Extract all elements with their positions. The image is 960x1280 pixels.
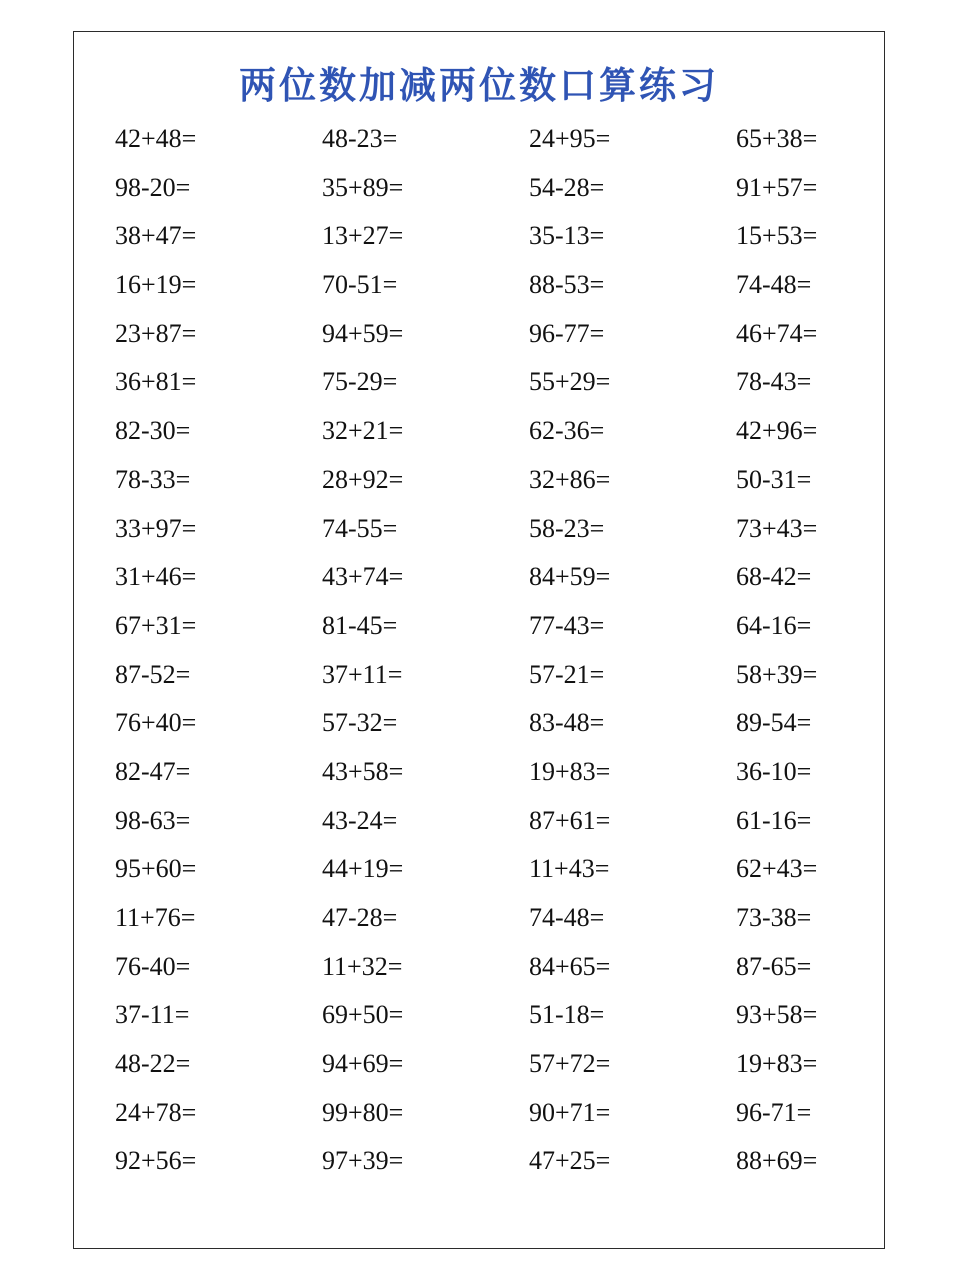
math-problem: 98-63= <box>115 805 191 835</box>
math-problem: 42+48= <box>115 124 197 153</box>
math-problem: 48-22= <box>115 1049 191 1079</box>
math-problem: 70-51= <box>322 270 398 300</box>
math-problem: 11+32= <box>322 951 403 981</box>
math-problem: 58+39= <box>736 659 818 689</box>
math-problem: 43+74= <box>322 562 404 592</box>
math-problem: 76-40= <box>115 951 191 981</box>
math-problem: 19+83= <box>529 756 611 786</box>
math-problem: 99+80= <box>322 1097 404 1127</box>
math-problem: 37+11= <box>322 659 403 689</box>
math-problem: 11+43= <box>529 854 610 884</box>
math-problem: 50-31= <box>736 464 812 494</box>
math-problem: 15+53= <box>736 221 818 251</box>
math-problem: 31+46= <box>115 562 197 592</box>
math-problem: 96-71= <box>736 1097 812 1127</box>
math-problem: 58-23= <box>529 513 605 543</box>
math-problem: 57+72= <box>529 1049 611 1079</box>
math-problem: 37-11= <box>115 1000 190 1030</box>
math-problem: 97+39= <box>322 1146 404 1176</box>
math-problem: 61-16= <box>736 805 812 835</box>
worksheet-title: 两位数加减两位数口算练习 <box>239 63 719 107</box>
math-problem: 57-21= <box>529 659 605 689</box>
math-problem: 68-42= <box>736 562 812 592</box>
math-problem: 54-28= <box>529 172 605 202</box>
math-problem: 16+19= <box>115 270 197 300</box>
math-problem: 64-16= <box>736 610 812 640</box>
math-problem: 43-24= <box>322 805 398 835</box>
math-problem: 48-23= <box>322 124 398 153</box>
math-problem: 57-32= <box>322 708 398 738</box>
math-problem: 83-48= <box>529 708 605 738</box>
math-problem: 62-36= <box>529 416 605 446</box>
math-problem: 47-28= <box>322 903 398 932</box>
math-problem: 96-77= <box>529 318 605 348</box>
math-problem: 89-54= <box>736 708 812 738</box>
math-problem: 55+29= <box>529 367 611 397</box>
math-problem: 84+65= <box>529 951 611 981</box>
math-problem: 51-18= <box>529 1000 605 1030</box>
worksheet-page <box>73 31 885 1249</box>
math-problem: 13+27= <box>322 221 404 251</box>
math-problem: 46+74= <box>736 318 818 348</box>
math-problem: 84+59= <box>529 562 611 592</box>
math-problem: 74-55= <box>322 513 398 543</box>
math-problem: 33+97= <box>115 513 197 543</box>
math-problem: 65+38= <box>736 124 818 153</box>
problem-grid <box>115 120 875 1191</box>
math-problem: 69+50= <box>322 1000 404 1030</box>
math-problem: 77-43= <box>529 610 605 640</box>
math-problem: 62+43= <box>736 854 818 884</box>
math-problem: 24+95= <box>529 124 611 153</box>
math-problem: 19+83= <box>736 1049 818 1079</box>
math-problem: 90+71= <box>529 1097 611 1127</box>
math-problem: 38+47= <box>115 221 197 251</box>
math-problem: 42+96= <box>736 416 818 446</box>
math-problem: 76+40= <box>115 708 197 738</box>
math-problem: 93+58= <box>736 1000 818 1030</box>
math-problem: 88+69= <box>736 1146 818 1176</box>
math-problem: 91+57= <box>736 172 818 202</box>
math-problem: 82-47= <box>115 756 191 786</box>
math-problem: 35+89= <box>322 172 404 202</box>
math-problem: 98-20= <box>115 172 191 202</box>
math-problem: 94+59= <box>322 318 404 348</box>
math-problem: 73+43= <box>736 513 818 543</box>
math-problem: 87-65= <box>736 951 812 981</box>
math-problem: 23+87= <box>115 318 197 348</box>
math-problem: 82-30= <box>115 416 191 446</box>
math-problem: 81-45= <box>322 610 398 640</box>
math-problem: 24+78= <box>115 1097 197 1127</box>
math-problem: 87-52= <box>115 659 191 689</box>
math-problem: 74-48= <box>736 270 812 300</box>
math-problem: 32+86= <box>529 464 611 494</box>
math-problem: 95+60= <box>115 854 197 884</box>
math-problem: 32+21= <box>322 416 404 446</box>
math-problem: 28+92= <box>322 464 404 494</box>
math-problem: 78-43= <box>736 367 812 397</box>
math-problem: 87+61= <box>529 805 611 835</box>
math-problem: 78-33= <box>115 464 191 494</box>
math-problem: 92+56= <box>115 1146 197 1176</box>
math-problem: 47+25= <box>529 1146 611 1176</box>
math-problem: 44+19= <box>322 854 404 884</box>
math-problem: 43+58= <box>322 756 404 786</box>
math-problem: 94+69= <box>322 1049 404 1079</box>
math-problem: 73-38= <box>736 903 812 932</box>
math-problem: 67+31= <box>115 610 197 640</box>
math-problem: 74-48= <box>529 903 605 932</box>
math-problem: 36+81= <box>115 367 197 397</box>
math-problem: 88-53= <box>529 270 605 300</box>
math-problem: 36-10= <box>736 756 812 786</box>
math-problem: 11+76= <box>115 903 196 932</box>
math-problem: 75-29= <box>322 367 398 397</box>
math-problem: 35-13= <box>529 221 605 251</box>
